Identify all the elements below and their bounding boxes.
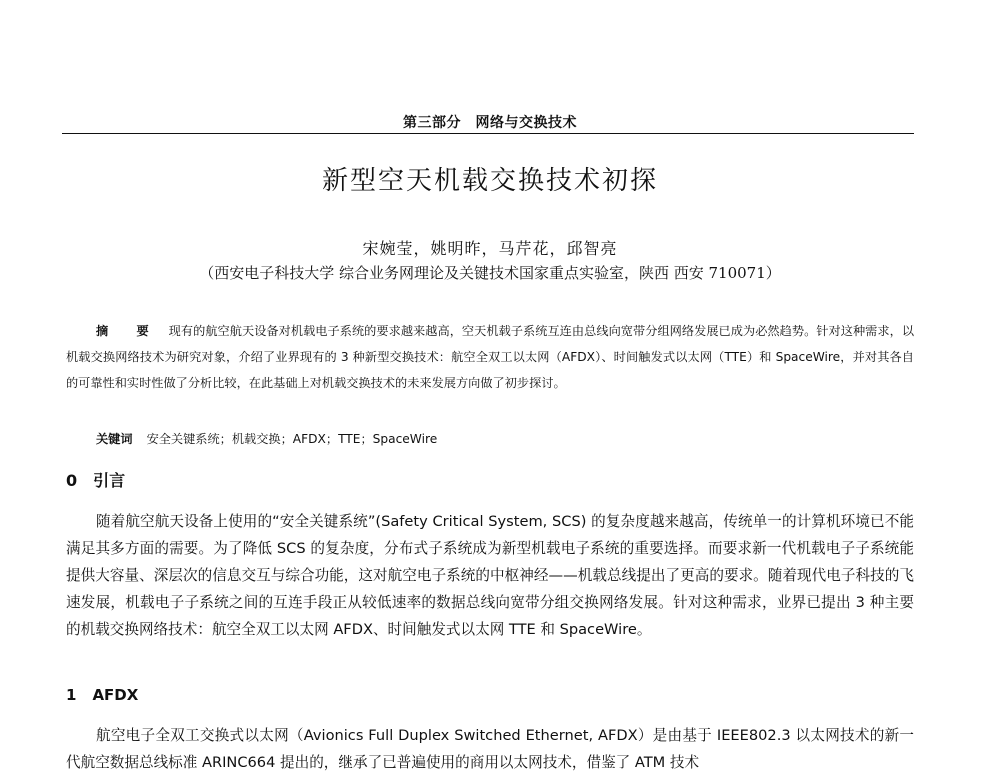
keywords-text: 安全关键系统；机载交换；AFDX；TTE；SpaceWire [146, 432, 438, 446]
abstract-label: 摘 要 [96, 324, 157, 338]
paper-title: 新型空天机载交换技术初探 [321, 166, 658, 196]
section-number: 0 [66, 471, 78, 490]
affiliation: （西安电子科技大学 综合业务网理论及关键技术国家重点实验室，陕西 西安 710071） [199, 264, 781, 282]
afdx-paragraph: 航空电子全双工交换式以太网（Avionics Full Duplex Switched Ethernet, AFDX）是由基于 IEEE802.3 以太网技术的新一代航空数据总线标准 ARINC664 提出的，继承了已普遍使用的商用以太网技术，借鉴了 ATM 技术 [66, 727, 914, 771]
author-list: 宋婉莹，姚明昨，马芹花，邱智亮 [362, 239, 618, 258]
section-number: 1 [66, 686, 77, 704]
abstract [66, 318, 914, 396]
keywords-label: 关键词 [96, 432, 133, 446]
section-title: 引言 [93, 471, 126, 490]
header-rule [62, 133, 914, 134]
keywords [96, 428, 914, 450]
introduction-paragraph: 随着航空航天设备上使用的“安全关键系统”(Safety Critical System, SCS) 的复杂度越来越高，传统单一的计算机环境已不能满足其多方面的需要。为了降低 SCS 的复杂度，分布式子系统成为新型机载电子系统的重要选择。而要求新一代机载电子子系统能提供大容量、深层次的信息交互与综合功能，这对航空电子系统的中枢神经——机载总线提出了更高的要求。随着现代电子科技的飞速发展，机载电子子系统之间的互连手段正从较低速率的数据总线向宽带分组交换网络发展。针对这种需求，业界已提出 3 种主要的机载交换网络技术：航空全双工以太网 AFDX、时间触发式以太网 TTE 和 SpaceWire。 [66, 513, 914, 638]
part-header: 第三部分 网络与交换技术 [403, 115, 577, 131]
section-title: AFDX [92, 686, 139, 704]
section-heading-afdx [66, 686, 138, 704]
section-heading-introduction [66, 468, 125, 491]
abstract-text: 现有的航空航天设备对机载电子系统的要求越来越高，空天机载子系统互连由总线向宽带分组网络发展已成为必然趋势。针对这种需求，以机载交换网络技术为研究对象，介绍了业界现有的 3 种新型交换技术：航空全双工以太网（AFDX）、时间触发式以太网（TTE）和 SpaceWire，并对其各自的可靠性和实时性做了分析比较，在此基础上对机载交换技术的未来发展方向做了初步探讨。 [66, 324, 915, 390]
